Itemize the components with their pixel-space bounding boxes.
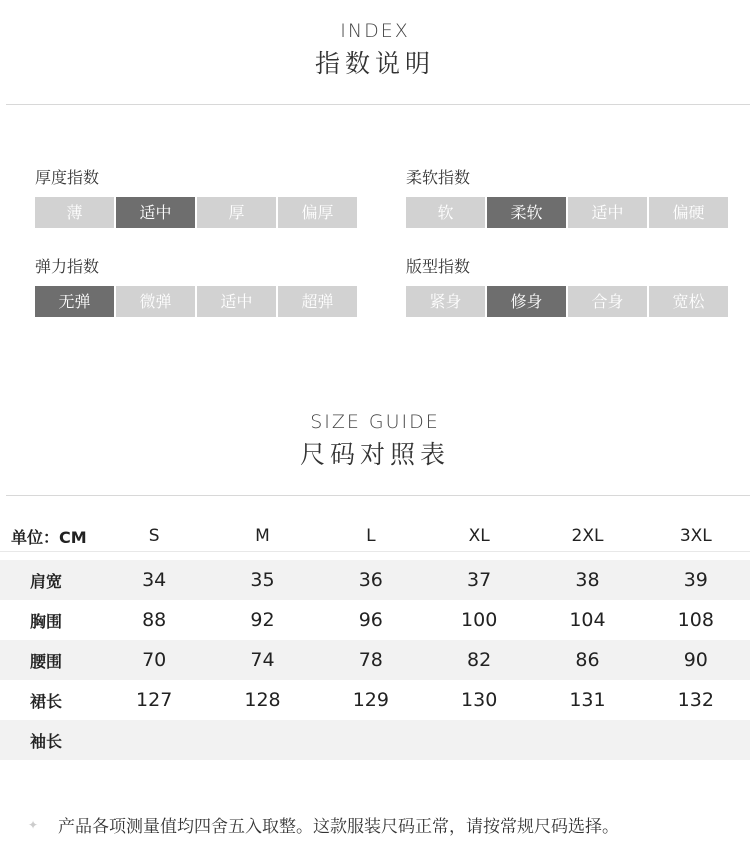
index-label: 厚度指数 <box>35 168 100 187</box>
index-option: 微弹 <box>116 286 195 317</box>
table-cell: 86 <box>575 649 600 671</box>
size-guide-header <box>0 411 750 471</box>
index-block-elasticity <box>35 256 357 317</box>
index-block-thickness <box>35 167 357 228</box>
row-label: 裙长 <box>30 691 63 711</box>
index-label: 弹力指数 <box>35 257 100 276</box>
index-option: 偏硬 <box>649 197 728 228</box>
table-row <box>0 640 750 680</box>
table-cell: 88 <box>142 609 167 631</box>
index-title-en: INDEX <box>340 20 410 42</box>
table-cell: 128 <box>244 689 281 711</box>
unit-label: 单位：CM <box>11 527 87 547</box>
table-cell: 74 <box>250 649 275 671</box>
index-option: 超弹 <box>278 286 357 317</box>
table-cell: 70 <box>142 649 167 671</box>
index-label: 柔软指数 <box>406 168 471 187</box>
index-block-softness <box>406 167 728 228</box>
table-row <box>0 600 750 640</box>
row-label: 胸围 <box>30 611 63 631</box>
index-option: 适中 <box>568 197 647 228</box>
index-option: 宽松 <box>649 286 728 317</box>
index-option: 厚 <box>197 197 276 228</box>
table-cell: 92 <box>250 609 275 631</box>
table-cell: 127 <box>136 689 173 711</box>
table-cell: 130 <box>461 689 498 711</box>
size-table-header-row <box>0 518 750 554</box>
size-column-header: XL <box>468 526 490 546</box>
note-bullet-icon: ✦ <box>28 818 39 832</box>
size-column-header: 3XL <box>679 526 712 546</box>
table-cell: 90 <box>683 649 708 671</box>
table-row <box>0 680 750 720</box>
table-cell: 131 <box>569 689 606 711</box>
index-title-cn: 指数说明 <box>314 49 435 78</box>
index-scale <box>35 197 357 228</box>
index-option: 无弹 <box>35 286 114 317</box>
table-cell: 104 <box>569 609 606 631</box>
index-option: 修身 <box>487 286 566 317</box>
index-scale <box>35 286 357 317</box>
index-header <box>0 20 750 80</box>
table-cell: 129 <box>352 689 389 711</box>
table-cell: 132 <box>677 689 714 711</box>
table-cell: 36 <box>358 569 383 591</box>
index-option: 适中 <box>116 197 195 228</box>
index-option: 薄 <box>35 197 114 228</box>
row-label: 袖长 <box>30 731 63 751</box>
size-column-header: S <box>148 526 160 546</box>
index-scale <box>406 197 728 228</box>
row-label: 腰围 <box>30 651 63 671</box>
table-cell: 39 <box>683 569 708 591</box>
row-label: 肩宽 <box>30 571 63 591</box>
table-cell: 35 <box>250 569 275 591</box>
table-cell: 78 <box>358 649 383 671</box>
index-option: 合身 <box>568 286 647 317</box>
size-table <box>0 518 750 760</box>
table-cell: 108 <box>677 609 714 631</box>
size-column-header: L <box>366 526 376 546</box>
index-option: 适中 <box>197 286 276 317</box>
size-guide-title-en: SIZE GUIDE <box>310 411 440 433</box>
table-header-divider <box>0 551 750 552</box>
size-column-header: 2XL <box>571 526 604 546</box>
size-column-header: M <box>255 526 270 546</box>
table-cell: 100 <box>461 609 498 631</box>
index-option: 柔软 <box>487 197 566 228</box>
index-option: 偏厚 <box>278 197 357 228</box>
size-guide-divider <box>6 495 750 496</box>
index-option: 软 <box>406 197 485 228</box>
size-note: 产品各项测量值均四舍五入取整。这款服装尺码正常，请按常规尺码选择。 <box>58 817 619 837</box>
index-divider <box>6 104 750 105</box>
index-scale <box>406 286 728 317</box>
size-guide-title-cn: 尺码对照表 <box>299 440 450 469</box>
index-label: 版型指数 <box>406 257 471 276</box>
table-cell: 38 <box>575 569 600 591</box>
table-cell: 96 <box>358 609 383 631</box>
index-option: 紧身 <box>406 286 485 317</box>
table-cell: 34 <box>142 569 167 591</box>
table-cell: 37 <box>467 569 492 591</box>
table-cell: 82 <box>467 649 492 671</box>
index-block-fit <box>406 256 728 317</box>
table-row <box>0 560 750 600</box>
table-row <box>0 720 750 760</box>
